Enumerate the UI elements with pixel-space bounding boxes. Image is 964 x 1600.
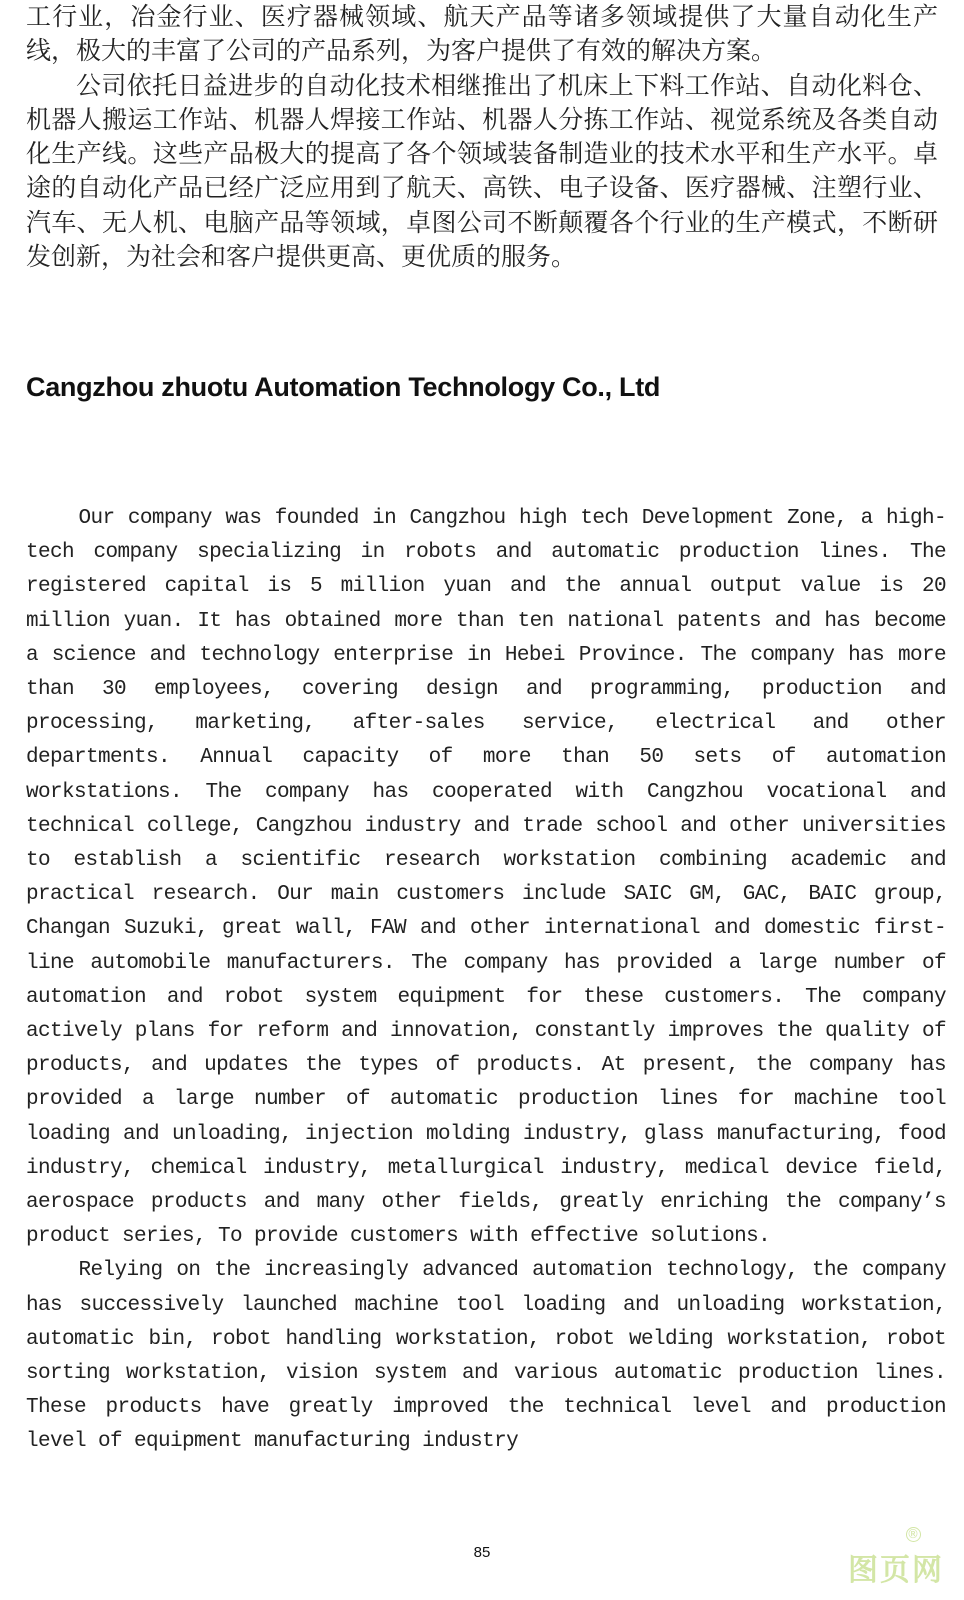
- english-paragraph-2: Relying on the increasingly advanced automation technology, the company has successively launched machine tool loading and unloading workstation, automatic bin, robot handling workstation, robot welding workstation, robot sorting workstation, vision system and various automatic production lines. These products have greatly improved the technical level and production level of equipment manufacturing industry: [26, 1259, 946, 1454]
- english-text-section: [26, 502, 946, 1460]
- watermark-text: 图页网: [848, 1553, 944, 1588]
- chinese-paragraph-2: 公司依托日益进步的自动化技术相继推出了机床上下料工作站、自动化料仓、机器人搬运工作站、机器人焊接工作站、机器人分拣工作站、视觉系统及各类自动化生产线。这些产品极大的提高了各个领域装备制造业的技术水平和生产水平。卓途的自动化产品已经广泛应用到了航天、高铁、电子设备、医疗器械、注塑行业、汽车、无人机、电脑产品等领域，卓图公司不断颠覆各个行业的生产模式，不断研发创新，为社会和客户提供更高、更优质的服务。: [26, 70, 938, 272]
- company-name-heading: Cangzhou zhuotu Automation Technology Co., Ltd: [26, 372, 661, 402]
- chinese-text-section: [26, 0, 938, 274]
- page-number: 85: [473, 1544, 491, 1561]
- chinese-paragraph-1: 工行业，冶金行业、医疗器械领域、航天产品等诸多领域提供了大量自动化生产线，极大的丰富了公司的产品系列，为客户提供了有效的解决方案。: [26, 2, 938, 66]
- watermark-logo: [848, 1527, 958, 1588]
- registered-trademark-icon: ®: [907, 1527, 921, 1541]
- english-paragraph-1: Our company was founded in Cangzhou high tech Development Zone, a high-tech company specializing in robots and automatic production lines. The registered capital is 5 million yuan and the annual output value is 20 million yuan. It has obtained more than ten national patents and has become a science and technology enterprise in Hebei Province. The company has more than 30 employees, covering design and programming, production and processing, marketing, after-sales service, electrical and other departments. Annual capacity of more than 50 sets of automation workstations. The company has cooperated with Cangzhou vocational and technical college, Cangzhou industry and trade school and other universities to establish a scientific research workstation combining academic and practical research. Our main customers include SAIC GM, GAC, BAIC group, Changan Suzuki, great wall, FAW and other international and domestic first-line automobile manufacturers. The company has provided a large number of automation and robot system equipment for these customers. The company actively plans for reform and innovation, constantly improves the quality of products, and updates the types of products. At present, the company has provided a large number of automatic production lines for machine tool loading and unloading, injection molding industry, glass manufacturing, food industry, chemical industry, metallurgical industry, medical device field, aerospace products and many other fields, greatly enriching the company’s product series, To provide customers with effective solutions.: [26, 507, 946, 1249]
